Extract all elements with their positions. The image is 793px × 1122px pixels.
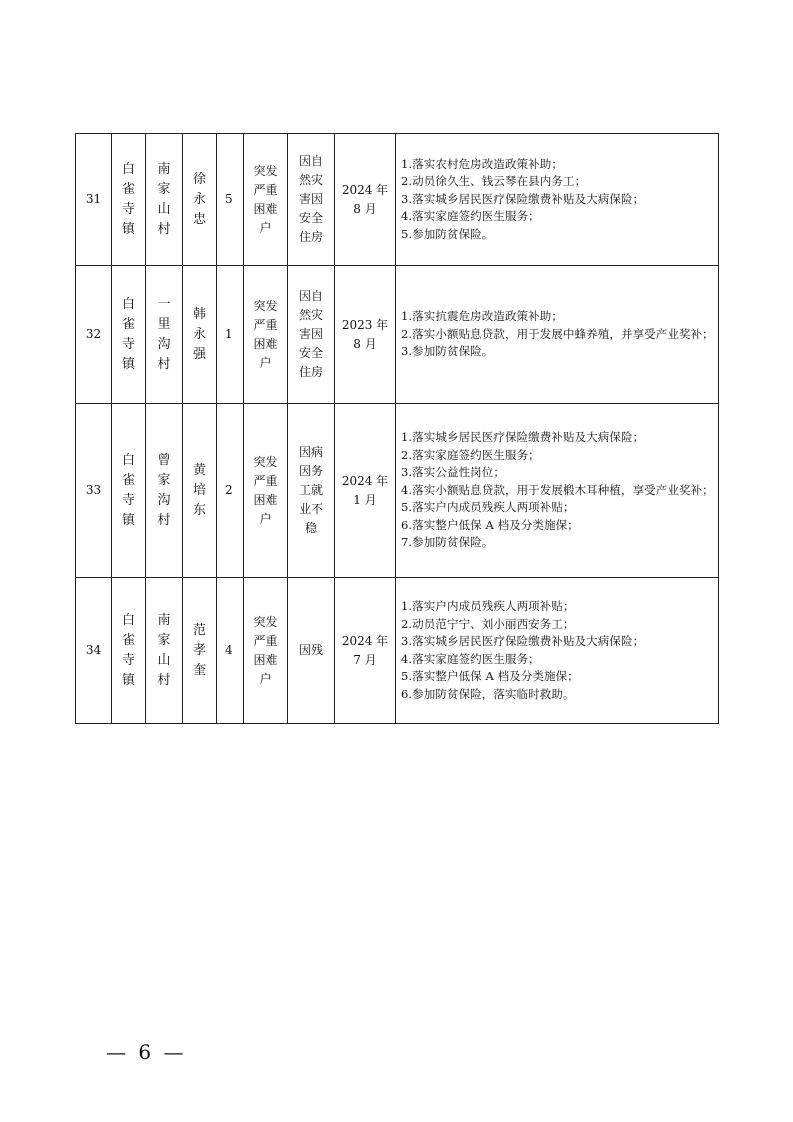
town-text: 白雀寺镇 bbox=[121, 296, 135, 372]
town-text: 白雀寺镇 bbox=[121, 161, 135, 237]
measure-item: 2.落实家庭签约医生服务； bbox=[401, 447, 540, 462]
page-number: — 6 — bbox=[106, 1040, 187, 1064]
measure-item: 3.落实城乡居民医疗保险缴费补贴及大病保险； bbox=[401, 634, 645, 648]
records-body bbox=[76, 134, 719, 724]
village-text: 曾家沟村 bbox=[157, 452, 171, 528]
name-text: 黄培东 bbox=[192, 462, 206, 518]
household-size-cell: 5 bbox=[217, 134, 244, 266]
measure-item: 1.落实城乡居民医疗保险缴费补贴及大病保险； bbox=[401, 430, 645, 445]
measure-item: 2.动员范宁宁、刘小丽西安务工； bbox=[401, 616, 575, 631]
date-text: 2023 年 8 月 bbox=[341, 317, 389, 351]
category-cell bbox=[244, 578, 288, 724]
date-cell bbox=[335, 578, 396, 724]
household-size-cell: 1 bbox=[217, 266, 244, 404]
measure-item: 4.落实小额贴息贷款，用于发展椴木耳种植，享受产业奖补； bbox=[401, 482, 714, 497]
town-text: 白雀寺镇 bbox=[121, 612, 135, 688]
name-text: 范孝奎 bbox=[192, 622, 206, 678]
household-size-cell: 4 bbox=[217, 578, 244, 724]
cause-cell bbox=[288, 578, 335, 724]
measures-cell bbox=[396, 266, 719, 404]
measures-cell bbox=[396, 404, 719, 578]
table-row bbox=[76, 266, 719, 404]
seq-cell: 34 bbox=[76, 578, 112, 724]
seq-cell: 33 bbox=[76, 404, 112, 578]
village-cell bbox=[146, 578, 183, 724]
name-cell bbox=[183, 134, 217, 266]
town-text: 白雀寺镇 bbox=[121, 452, 135, 528]
category-cell bbox=[244, 404, 288, 578]
village-cell bbox=[146, 134, 183, 266]
measure-item: 6.落实整户低保 A 档及分类施保； bbox=[401, 517, 579, 532]
cause-text: 因病因务工就业不稳 bbox=[298, 445, 323, 535]
household-size-cell: 2 bbox=[217, 404, 244, 578]
measures-cell bbox=[396, 578, 719, 724]
date-cell bbox=[335, 404, 396, 578]
village-cell bbox=[146, 266, 183, 404]
category-text: 突发严重困难户 bbox=[253, 454, 278, 526]
category-text: 突发严重困难户 bbox=[253, 163, 278, 235]
table-row bbox=[76, 578, 719, 724]
measure-item: 3.落实城乡居民医疗保险缴费补贴及大病保险； bbox=[401, 191, 645, 206]
town-cell bbox=[112, 404, 146, 578]
date-cell bbox=[335, 134, 396, 266]
date-text: 2024 年 1 月 bbox=[341, 473, 389, 507]
village-text: 南家山村 bbox=[157, 612, 171, 688]
seq-cell: 31 bbox=[76, 134, 112, 266]
village-text: 南家山村 bbox=[157, 161, 171, 237]
measure-item: 4.落实家庭签约医生服务； bbox=[401, 209, 540, 224]
measure-item: 5.落实户内成员残疾人两项补贴； bbox=[401, 500, 575, 515]
measure-item: 2.动员徐久生、钱云琴在县内务工； bbox=[401, 174, 587, 189]
measure-item: 4.落实家庭签约医生服务； bbox=[401, 651, 540, 666]
seq-cell: 32 bbox=[76, 266, 112, 404]
date-cell bbox=[335, 266, 396, 404]
assistance-records-table bbox=[75, 133, 719, 724]
town-cell bbox=[112, 266, 146, 404]
cause-text: 因自然灾害因安全住房 bbox=[298, 154, 323, 244]
name-cell bbox=[183, 578, 217, 724]
date-text: 2024 年 8 月 bbox=[341, 182, 389, 216]
name-cell bbox=[183, 266, 217, 404]
measure-item: 1.落实户内成员残疾人两项补贴； bbox=[401, 599, 575, 613]
measure-item: 5.参加防贫保险。 bbox=[401, 226, 494, 241]
date-text: 2024 年 7 月 bbox=[341, 633, 389, 667]
village-cell bbox=[146, 404, 183, 578]
measure-item: 2.落实小额贴息贷款，用于发展中蜂养殖，并享受产业奖补； bbox=[401, 326, 714, 341]
table-row bbox=[76, 404, 719, 578]
measure-item: 3.落实公益性岗位； bbox=[401, 465, 505, 480]
cause-cell bbox=[288, 266, 335, 404]
cause-text: 因自然灾害因安全住房 bbox=[298, 289, 323, 379]
cause-text: 因残 bbox=[298, 643, 323, 657]
village-text: 一里沟村 bbox=[157, 296, 171, 372]
town-cell bbox=[112, 134, 146, 266]
cause-cell bbox=[288, 134, 335, 266]
measure-item: 1.落实抗震危房改造政策补助； bbox=[401, 309, 563, 324]
measures-cell bbox=[396, 134, 719, 266]
category-cell bbox=[244, 134, 288, 266]
table-row bbox=[76, 134, 719, 266]
measure-item: 3.参加防贫保险。 bbox=[401, 344, 494, 359]
category-text: 突发严重困难户 bbox=[253, 298, 278, 370]
cause-cell bbox=[288, 404, 335, 578]
measure-item: 6.参加防贫保险，落实临时救助。 bbox=[401, 686, 575, 701]
category-text: 突发严重困难户 bbox=[253, 614, 278, 686]
measure-item: 7.参加防贫保险。 bbox=[401, 535, 494, 550]
name-text: 韩永强 bbox=[192, 306, 206, 362]
measure-item: 5.落实整户低保 A 档及分类施保； bbox=[401, 669, 579, 683]
category-cell bbox=[244, 266, 288, 404]
name-cell bbox=[183, 404, 217, 578]
measure-item: 1.落实农村危房改造政策补助； bbox=[401, 156, 563, 171]
name-text: 徐永忠 bbox=[192, 171, 206, 227]
town-cell bbox=[112, 578, 146, 724]
